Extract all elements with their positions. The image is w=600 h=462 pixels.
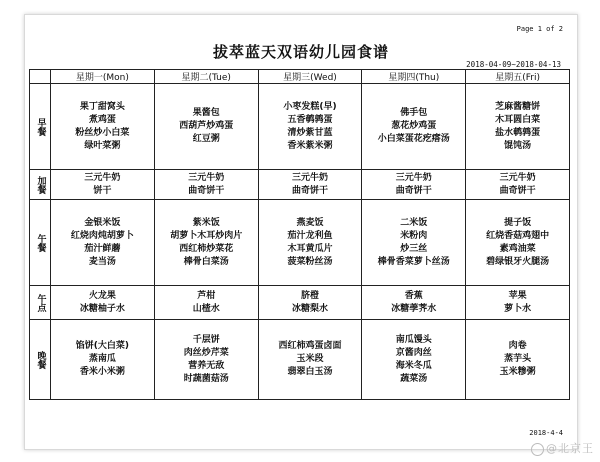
menu-item: 五香鹌鹑蛋: [287, 114, 333, 125]
menu-cell: [466, 320, 570, 400]
menu-item: 粉丝炒小白菜: [75, 127, 130, 138]
menu-cell: [362, 170, 466, 200]
menu-item: 果酱包: [192, 108, 220, 118]
menu-item: 三元牛奶: [84, 172, 121, 183]
menu-cell: [466, 170, 570, 200]
menu-sheet: [24, 14, 578, 450]
watermark: [531, 440, 594, 456]
menu-item: 时蔬菌菇汤: [183, 373, 229, 384]
menu-item: 肉卷: [508, 341, 527, 351]
menu-item: 胡萝卜木耳炒肉片: [170, 230, 243, 241]
menu-item: 西葫芦炒鸡蛋: [179, 121, 234, 131]
menu-item: 曲奇饼干: [291, 185, 328, 196]
menu-item: 翡翠白玉汤: [287, 367, 333, 377]
menu-item: 山楂水: [192, 303, 220, 314]
day-header: 星期一(Mon): [51, 70, 155, 84]
menu-item: 红豆粥: [192, 134, 220, 144]
menu-cell: [362, 200, 466, 286]
menu-cell: [258, 84, 362, 170]
menu-cell: [154, 286, 258, 320]
menu-item: 红烧香菇鸡翅中: [486, 230, 550, 241]
menu-item: 小白菜蛋花疙瘩汤: [377, 134, 450, 144]
menu-item: 曲奇饼干: [188, 185, 225, 196]
menu-item: 素鸡油菜: [499, 243, 536, 254]
menu-cell: [51, 170, 155, 200]
meal-label: 午餐: [30, 200, 51, 286]
menu-item: 炒三丝: [400, 243, 428, 254]
menu-item: 麦当汤: [88, 256, 116, 267]
menu-item: 菠菜粉丝汤: [287, 256, 333, 267]
menu-item: 京酱肉丝: [395, 347, 432, 358]
page-number: Page 1 of 2: [516, 25, 563, 33]
menu-item: 西红柿炒菜花: [179, 243, 234, 254]
meal-label: 早餐: [30, 84, 51, 170]
menu-item: 千层饼: [192, 334, 220, 345]
day-header: 星期四(Thu): [362, 70, 466, 84]
menu-cell: [51, 200, 155, 286]
menu-item: 棒骨香菜萝卜丝汤: [377, 256, 450, 267]
menu-item: 蒸南瓜: [88, 354, 116, 364]
menu-item: 小枣发糕(早): [283, 101, 337, 112]
menu-item: 玉米糁粥: [499, 367, 536, 377]
menu-cell: [362, 84, 466, 170]
meal-row: [30, 84, 570, 170]
day-header: 星期二(Tue): [154, 70, 258, 84]
menu-cell: [154, 200, 258, 286]
menu-item: 木耳黄瓜片: [287, 243, 333, 254]
corner-cell: [30, 70, 51, 84]
menu-item: 煮鸡蛋: [88, 114, 116, 125]
menu-item: 三元牛奶: [499, 172, 536, 183]
menu-item: 蔬菜汤: [400, 373, 428, 384]
watermark-logo-icon: [531, 443, 544, 456]
menu-item: 馅饼(大白菜): [75, 341, 130, 351]
menu-cell: [154, 170, 258, 200]
menu-item: 茄汁鲜蘑: [84, 243, 121, 254]
menu-item: 佛手包: [400, 108, 428, 118]
menu-cell: [466, 200, 570, 286]
menu-item: 玉米段: [296, 354, 324, 364]
header-row: [30, 70, 570, 84]
menu-table: [29, 69, 570, 400]
menu-item: 果丁甜窝头: [79, 101, 125, 112]
menu-cell: [466, 286, 570, 320]
menu-item: 冰糖梨水: [291, 303, 328, 314]
menu-item: 曲奇饼干: [395, 185, 432, 196]
menu-cell: [51, 84, 155, 170]
menu-item: 香蕉: [404, 290, 423, 301]
meal-row: [30, 170, 570, 200]
menu-item: 芦柑: [197, 290, 216, 301]
menu-item: 木耳圆白菜: [495, 114, 541, 125]
menu-item: 盐水鹌鹑蛋: [495, 127, 541, 138]
menu-cell: [258, 286, 362, 320]
date-range: 2018-04-09~2018-04-13: [466, 60, 561, 69]
menu-item: 三元牛奶: [188, 172, 225, 183]
menu-item: 米粉肉: [400, 230, 428, 241]
menu-item: 馄饨汤: [504, 140, 532, 151]
menu-item: 萝卜水: [504, 303, 532, 314]
menu-item: 芝麻酱糖饼: [495, 101, 541, 112]
footer-date: 2018-4-4: [529, 429, 563, 437]
menu-cell: [154, 84, 258, 170]
menu-cell: [51, 286, 155, 320]
day-header: 星期五(Fri): [466, 70, 570, 84]
menu-item: 蒸芋头: [504, 354, 532, 364]
menu-item: 冰糖柚子水: [79, 303, 125, 314]
menu-item: 火龙果: [88, 290, 116, 301]
menu-item: 三元牛奶: [395, 172, 432, 183]
menu-item: 碧绿银牙火腿汤: [486, 256, 550, 267]
menu-cell: [362, 286, 466, 320]
meal-row: [30, 320, 570, 400]
menu-item: 红烧肉炖胡萝卜: [70, 230, 134, 241]
page-title: 拔萃蓝天双语幼儿园食谱: [212, 43, 389, 61]
menu-cell: [154, 320, 258, 400]
menu-item: 紫米饭: [192, 217, 220, 228]
menu-cell: [258, 320, 362, 400]
meal-label: 加餐: [30, 170, 51, 200]
menu-item: 营养无敌: [188, 360, 225, 371]
menu-item: 棒骨白菜汤: [183, 256, 229, 267]
meal-label: 晚餐: [30, 320, 51, 400]
menu-cell: [258, 170, 362, 200]
meal-label: 午点: [30, 286, 51, 320]
menu-item: 三元牛奶: [291, 172, 328, 183]
menu-item: 提子饭: [504, 217, 532, 228]
watermark-text: @北京王: [546, 442, 594, 455]
menu-cell: [258, 200, 362, 286]
menu-cell: [466, 84, 570, 170]
menu-item: 南瓜馒头: [395, 334, 432, 345]
menu-cell: [362, 320, 466, 400]
menu-item: 肉丝炒芹菜: [183, 347, 229, 358]
menu-item: 金银米饭: [84, 217, 121, 228]
menu-item: 葱花炒鸡蛋: [391, 121, 437, 131]
menu-body: [30, 84, 570, 400]
menu-item: 饼干: [93, 185, 112, 196]
menu-item: 香米紫米粥: [287, 140, 333, 151]
menu-item: 香米小米粥: [79, 367, 125, 377]
menu-item: 冰糖荸荠水: [391, 303, 437, 314]
menu-item: 苹果: [508, 290, 527, 301]
menu-item: 西红柿鸡蛋卤面: [278, 341, 342, 351]
menu-item: 二米饭: [400, 217, 428, 228]
menu-item: 曲奇饼干: [499, 185, 536, 196]
meal-row: [30, 200, 570, 286]
menu-item: 海米冬瓜: [395, 360, 432, 371]
menu-item: 燕麦饭: [296, 217, 324, 228]
day-header: 星期三(Wed): [258, 70, 362, 84]
menu-item: 脐橙: [300, 290, 319, 301]
menu-item: 茄汁龙利鱼: [287, 230, 333, 241]
menu-cell: [51, 320, 155, 400]
menu-item: 绿叶菜粥: [84, 140, 121, 151]
meal-row: [30, 286, 570, 320]
menu-item: 清炒紫甘蓝: [287, 127, 333, 138]
